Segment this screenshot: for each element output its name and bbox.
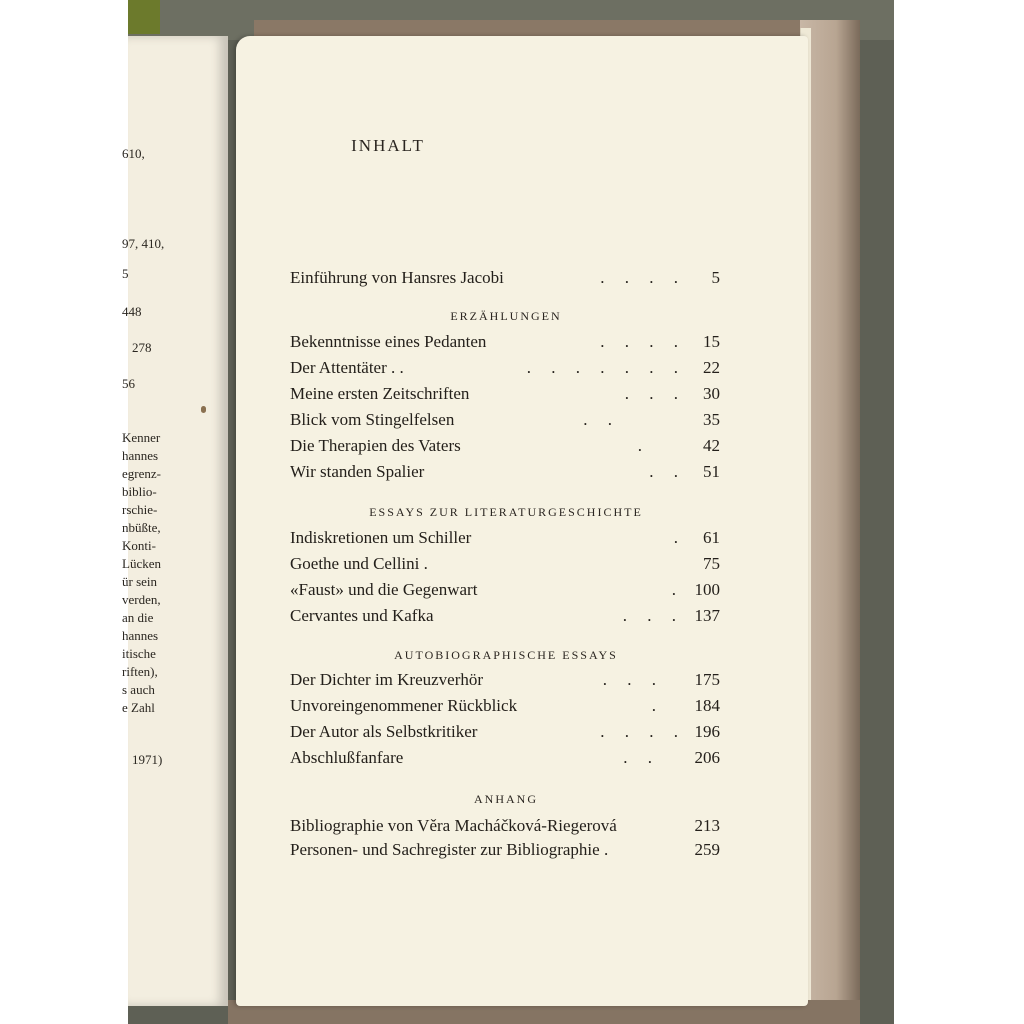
left-page-fragment: 1971) — [132, 752, 163, 767]
left-page-fragment: egrenz- — [122, 466, 161, 481]
toc-leader-dots: . . . . — [600, 332, 686, 351]
toc-leader-dots: . . . — [622, 606, 684, 625]
toc-entry — [290, 670, 720, 694]
toc-entry-title: Einführung von Hansres Jacobi — [290, 268, 504, 287]
toc-entry-title: Personen- und Sachregister zur Bibliographie . — [290, 840, 609, 859]
toc-entry-page: 175 — [694, 670, 720, 689]
toc-entry-title: Bibliographie von Věra Macháčková-Riegerová — [290, 816, 617, 835]
toc-entry-title: Goethe und Cellini . — [290, 554, 428, 573]
left-page-fragment: Lücken — [122, 556, 161, 571]
toc-entry — [290, 748, 720, 772]
toc-leader-dots: . . . — [624, 384, 686, 403]
paper-spot — [201, 406, 206, 413]
left-page-fragment: hannes — [122, 448, 159, 463]
toc-entry — [290, 384, 720, 408]
toc-entry — [290, 528, 720, 552]
toc-entry-title: Indiskretionen um Schiller — [290, 528, 472, 547]
toc-entry-page: 259 — [694, 840, 720, 859]
toc-entry-title: Der Dichter im Kreuzverhör — [290, 670, 484, 689]
toc-entry-page: 100 — [694, 580, 720, 599]
toc-entry — [290, 606, 720, 630]
toc-entry-page: 196 — [694, 722, 720, 741]
toc-entry-page: 15 — [703, 332, 720, 351]
left-page-fragment: verden, — [122, 592, 161, 607]
left-page-fragment: rschie- — [122, 502, 158, 517]
left-page-fragment: 448 — [122, 304, 142, 319]
toc-entry — [290, 436, 720, 460]
toc-entry-page: 30 — [703, 384, 720, 403]
toc-entry — [290, 554, 720, 578]
section-heading: ERZÄHLUNGEN — [450, 309, 562, 323]
toc-leader-dots: . . — [583, 410, 620, 429]
toc-entry-page: 213 — [694, 816, 720, 835]
toc-entry — [290, 332, 720, 356]
left-page-fragment: 5 — [122, 266, 129, 281]
left-page-fragment: an die — [122, 610, 154, 625]
left-page-fragment: ür sein — [122, 574, 158, 589]
left-page-fragment: Konti- — [122, 538, 156, 553]
toc-entry-page: 75 — [703, 554, 720, 573]
toc-entry-title: Bekenntnisse eines Pedanten — [290, 332, 487, 351]
toc-leader-dots: . . . — [602, 670, 664, 689]
toc-leader-dots: . . . . . . . — [526, 358, 686, 377]
toc-leader-dots: . . . . — [600, 722, 686, 741]
toc-entry — [290, 816, 720, 840]
toc-leader-dots: . . — [649, 462, 686, 481]
toc-entry-title: Der Autor als Selbstkritiker — [290, 722, 478, 741]
left-page-fragment: s auch — [122, 682, 155, 697]
toc-entry — [290, 358, 720, 382]
toc-leader-dots: . — [651, 696, 664, 715]
toc-leader-dots: . — [637, 436, 650, 455]
left-page-fragment: 97, 410, — [122, 236, 165, 251]
toc-entry-page: 206 — [694, 748, 720, 767]
left-page-fragment: Kenner — [122, 430, 161, 445]
toc-entry — [290, 462, 720, 486]
toc-entry-title: Cervantes und Kafka — [290, 606, 434, 625]
toc-entry-page: 137 — [694, 606, 720, 625]
toc-leader-dots: . — [673, 528, 686, 547]
cover-board-top — [254, 20, 800, 36]
toc-entry-title: «Faust» und die Gegenwart — [290, 580, 478, 599]
toc-leader-dots: . . . . — [600, 268, 686, 287]
toc-leader-dots: . . — [623, 748, 660, 767]
left-page-fragment: 278 — [132, 340, 152, 355]
toc-entry-page: 5 — [711, 268, 720, 287]
toc-entry-page: 35 — [703, 410, 720, 429]
green-strip — [128, 0, 160, 34]
left-page-fragment: 56 — [122, 376, 135, 391]
toc-entry-page: 42 — [703, 436, 720, 455]
toc-entry-title: Wir standen Spalier — [290, 462, 425, 481]
toc-entry-title: Blick vom Stingelfelsen — [290, 410, 455, 429]
left-page-fragment: itische — [122, 646, 156, 661]
toc-entry-page: 22 — [703, 358, 720, 377]
left-page-fragment: hannes — [122, 628, 159, 643]
contents-title: INHALT — [351, 136, 425, 155]
toc-entry-page: 61 — [703, 528, 720, 547]
toc-entry-title: Unvoreingenommener Rückblick — [290, 696, 518, 715]
toc-entry — [290, 722, 720, 746]
toc-entry-title: Die Therapien des Vaters — [290, 436, 461, 455]
left-page-fragment: nbüßte, — [122, 520, 161, 535]
left-page-fragment: riften), — [122, 664, 158, 679]
toc-entry-title: Abschlußfanfare — [290, 748, 404, 767]
left-page — [122, 36, 228, 1006]
toc-entry-title: Meine ersten Zeitschriften — [290, 384, 470, 403]
toc-entry — [290, 410, 720, 434]
toc-entry-page: 184 — [694, 696, 720, 715]
left-page-fragment: biblio- — [122, 484, 157, 499]
toc-entry-intro — [290, 268, 720, 292]
toc-entry-page: 51 — [703, 462, 720, 481]
toc-entry — [290, 580, 720, 604]
section-heading: ANHANG — [474, 792, 538, 806]
section-heading: ESSAYS ZUR LITERATURGESCHICHTE — [369, 505, 643, 519]
toc-entry — [290, 840, 720, 864]
section-heading: AUTOBIOGRAPHISCHE ESSAYS — [394, 648, 618, 662]
toc-entry-title: Der Attentäter . . — [290, 358, 404, 377]
left-page-fragment: 610, — [122, 146, 145, 161]
left-page-fragment: e Zahl — [122, 700, 155, 715]
toc-leader-dots: . — [671, 580, 684, 599]
toc-entry — [290, 696, 720, 720]
